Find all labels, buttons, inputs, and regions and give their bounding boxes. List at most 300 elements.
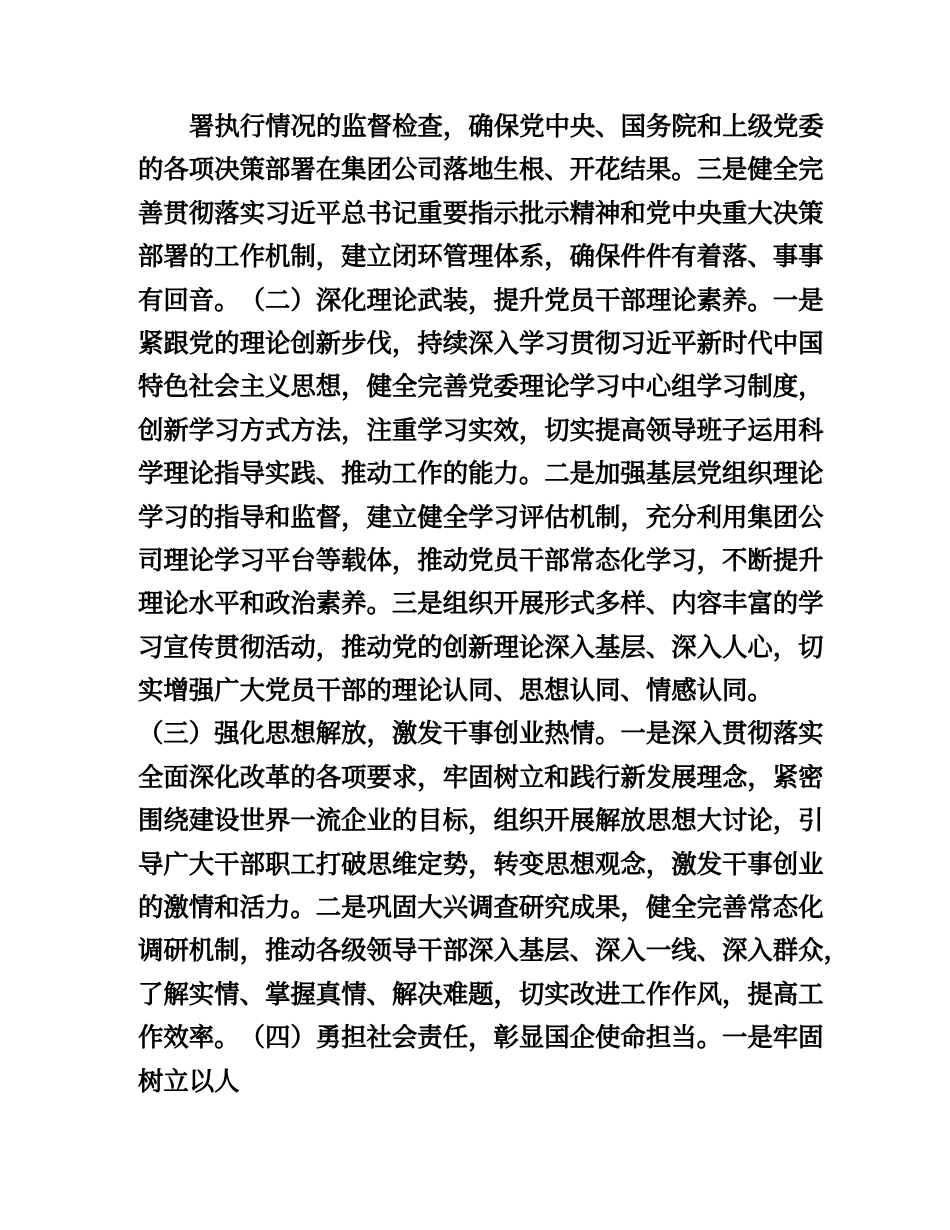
glyph: 导: [138, 850, 164, 879]
glyph: 织: [518, 807, 545, 836]
glyph: 显: [518, 1024, 545, 1053]
glyph: 学: [518, 329, 545, 358]
glyph: 党: [544, 286, 570, 315]
glyph: 水: [188, 590, 215, 619]
glyph: 多: [595, 590, 621, 619]
glyph: 科: [798, 416, 824, 445]
glyph: 装: [442, 286, 469, 315]
glyph: 平: [264, 546, 291, 575]
glyph: 治: [290, 590, 316, 619]
glyph: 四: [264, 1024, 291, 1053]
glyph: 业: [518, 720, 545, 749]
glyph: 上: [722, 113, 748, 141]
glyph: 是: [721, 156, 748, 185]
glyph: 围: [138, 807, 164, 836]
glyph: 大: [747, 199, 773, 228]
glyph: 中: [620, 373, 646, 402]
glyph: 创: [138, 416, 164, 445]
glyph: 新: [696, 329, 722, 358]
glyph: 活: [264, 633, 291, 662]
glyph: 开: [569, 156, 596, 185]
glyph: 常: [747, 894, 773, 923]
glyph: 公: [391, 156, 418, 185]
glyph: 决: [214, 156, 240, 185]
glyph: 实: [798, 720, 824, 749]
glyph: 社: [366, 1024, 392, 1053]
glyph: 深: [315, 286, 342, 315]
glyph: 大: [417, 894, 443, 923]
glyph: 中: [544, 113, 570, 141]
glyph: 发: [696, 850, 722, 879]
glyph: 宣: [163, 633, 189, 662]
document-line: [138, 106, 824, 149]
glyph: 。: [696, 1024, 722, 1053]
glyph: ，: [315, 633, 342, 662]
glyph: 党: [696, 460, 722, 489]
glyph: 委: [798, 113, 824, 141]
glyph: 习: [493, 503, 519, 532]
glyph: 维: [391, 850, 418, 879]
glyph: 开: [544, 807, 570, 836]
glyph: 改: [239, 763, 265, 792]
glyph: 推: [341, 460, 367, 489]
glyph: 国: [798, 329, 824, 358]
glyph: 结: [620, 156, 646, 185]
glyph: ，: [417, 763, 443, 792]
glyph: 健: [645, 894, 672, 923]
glyph: 和: [214, 894, 240, 923]
glyph: 司: [138, 546, 164, 575]
glyph: 策: [239, 156, 265, 185]
glyph: 新: [620, 763, 646, 792]
document-line: [138, 930, 849, 973]
glyph: 学: [696, 373, 722, 402]
glyph: 素: [696, 286, 722, 315]
glyph: 彻: [595, 329, 621, 358]
glyph: 实: [239, 199, 265, 228]
glyph: 想: [315, 373, 342, 402]
glyph: 会: [391, 1024, 418, 1053]
glyph: 绕: [163, 807, 189, 836]
glyph: 论: [747, 807, 773, 836]
glyph: 一: [772, 286, 799, 315]
glyph: 学: [569, 373, 596, 402]
glyph: 干: [442, 720, 469, 749]
glyph: 、: [239, 980, 265, 1009]
glyph: 是: [569, 460, 596, 489]
glyph: 注: [366, 416, 392, 445]
glyph: 养: [341, 590, 367, 619]
glyph: 作: [239, 243, 265, 272]
glyph: 论: [518, 633, 545, 662]
glyph: 论: [163, 590, 189, 619]
glyph: 贯: [569, 329, 596, 358]
glyph: 大: [188, 850, 215, 879]
glyph: 员: [493, 546, 519, 575]
glyph: 、: [595, 113, 621, 141]
glyph: 、: [315, 460, 342, 489]
glyph: 论: [188, 546, 215, 575]
glyph: 闭: [391, 243, 418, 272]
glyph: 一: [620, 720, 646, 749]
glyph: 集: [341, 156, 367, 185]
glyph: 导: [391, 937, 418, 966]
document-line: [138, 540, 824, 583]
glyph: 。: [518, 460, 545, 489]
glyph: 的: [188, 243, 215, 272]
glyph: 、: [569, 937, 596, 966]
glyph: 彻: [747, 720, 773, 749]
glyph: 入: [569, 633, 596, 662]
glyph: ，: [366, 720, 392, 749]
glyph: ，: [772, 807, 799, 836]
glyph: 企: [569, 1024, 596, 1053]
glyph: 。: [595, 720, 621, 749]
glyph: 、: [544, 156, 570, 185]
glyph: 是: [341, 894, 367, 923]
glyph: 标: [442, 807, 469, 836]
glyph: 内: [671, 590, 697, 619]
glyph: 新: [163, 416, 189, 445]
glyph: 解: [595, 807, 621, 836]
document-line: [138, 236, 824, 279]
glyph: 检: [392, 113, 418, 141]
glyph: 固: [468, 763, 494, 792]
glyph: ，: [645, 850, 672, 879]
glyph: 情: [214, 980, 240, 1009]
glyph: 调: [138, 937, 164, 966]
glyph: 学: [138, 460, 164, 489]
glyph: 工: [798, 980, 824, 1009]
glyph: 展: [569, 807, 596, 836]
glyph: 理: [163, 460, 189, 489]
glyph: 事: [798, 243, 824, 272]
glyph: 批: [518, 199, 545, 228]
glyph: 政: [264, 590, 291, 619]
glyph: 署: [290, 156, 316, 185]
glyph: 完: [798, 156, 824, 185]
glyph: 界: [264, 807, 291, 836]
glyph: 开: [493, 590, 519, 619]
glyph: 特: [138, 373, 164, 402]
glyph: 层: [671, 460, 697, 489]
glyph: 指: [214, 460, 240, 489]
glyph: 作: [138, 1024, 164, 1053]
glyph: 发: [417, 720, 443, 749]
glyph: 件: [620, 243, 646, 272]
glyph: 事: [772, 243, 799, 272]
glyph: 二: [544, 460, 570, 489]
glyph: 示: [544, 199, 570, 228]
glyph: 论: [264, 329, 291, 358]
glyph: 全: [442, 503, 469, 532]
glyph: 一: [290, 807, 316, 836]
glyph: 层: [544, 937, 570, 966]
glyph: 系: [518, 243, 545, 272]
glyph: 决: [772, 199, 799, 228]
glyph: 形: [544, 590, 570, 619]
glyph: 团: [366, 156, 392, 185]
glyph: 、: [747, 243, 773, 272]
glyph: 责: [417, 1024, 443, 1053]
glyph: 是: [417, 590, 443, 619]
glyph: （: [239, 286, 265, 315]
document-line: [138, 453, 824, 496]
glyph: 题: [468, 980, 494, 1009]
glyph: 确: [468, 113, 494, 141]
glyph: 况: [290, 113, 316, 141]
glyph: ，: [341, 416, 367, 445]
glyph: 是: [798, 286, 824, 315]
glyph: 班: [696, 416, 722, 445]
glyph: 作: [417, 460, 443, 489]
glyph: 着: [696, 243, 722, 272]
glyph: 情: [341, 980, 367, 1009]
glyph: 续: [442, 329, 469, 358]
glyph: 级: [747, 113, 773, 141]
glyph: ，: [239, 937, 265, 966]
glyph: 二: [315, 894, 342, 923]
glyph: 入: [493, 329, 519, 358]
glyph: 制: [214, 937, 240, 966]
glyph: 制: [595, 503, 621, 532]
glyph: 力: [264, 894, 291, 923]
glyph: 查: [417, 113, 443, 141]
glyph: 督: [315, 503, 342, 532]
glyph: 项: [341, 763, 367, 792]
glyph: 化: [239, 720, 265, 749]
glyph: 思: [264, 720, 291, 749]
glyph: 重: [721, 199, 748, 228]
glyph: 当: [671, 1024, 697, 1053]
glyph: 入: [493, 937, 519, 966]
glyph: 果: [595, 894, 621, 923]
glyph: 作: [645, 980, 672, 1009]
glyph: 保: [493, 113, 520, 141]
glyph: 理: [772, 460, 799, 489]
glyph: 的: [214, 329, 240, 358]
glyph: 全: [138, 763, 164, 792]
glyph: ，: [493, 980, 519, 1009]
glyph: 书: [366, 199, 392, 228]
glyph: 打: [315, 850, 342, 879]
document-line: [138, 149, 824, 192]
glyph: 贯: [721, 720, 748, 749]
glyph: 分: [671, 503, 697, 532]
glyph: 落: [721, 243, 748, 272]
glyph: 习: [620, 329, 646, 358]
glyph: 党: [519, 113, 545, 141]
glyph: 激: [163, 894, 189, 923]
glyph: 地: [468, 156, 494, 185]
glyph: 实: [468, 416, 494, 445]
glyph: 勇: [315, 1024, 342, 1053]
glyph: 解: [315, 720, 342, 749]
glyph: 委: [493, 373, 519, 402]
glyph: 的: [417, 633, 443, 662]
glyph: 工: [391, 460, 418, 489]
glyph: 丰: [721, 590, 748, 619]
document-line: [138, 800, 824, 843]
glyph: 实: [544, 980, 570, 1009]
glyph: 平: [214, 590, 240, 619]
glyph: 职: [264, 850, 291, 879]
glyph: 观: [595, 850, 621, 879]
glyph: 入: [620, 937, 646, 966]
glyph: 体: [493, 243, 519, 272]
glyph: 理: [696, 763, 722, 792]
glyph: 建: [341, 243, 367, 272]
document-line: [138, 757, 824, 800]
glyph: 能: [468, 460, 494, 489]
glyph: 平: [315, 199, 342, 228]
glyph: 实: [569, 416, 596, 445]
glyph: 有: [138, 286, 164, 315]
glyph: 学: [468, 503, 494, 532]
glyph: 组: [442, 590, 469, 619]
glyph: 入: [696, 720, 722, 749]
glyph: 决: [417, 980, 443, 1009]
glyph: 紧: [138, 329, 164, 358]
glyph: 学: [645, 546, 672, 575]
glyph: 践: [569, 763, 596, 792]
glyph: 化: [798, 894, 824, 923]
glyph: 署: [163, 243, 189, 272]
glyph: 和: [696, 113, 723, 141]
document-body-text: [138, 106, 849, 1104]
glyph: ，: [468, 807, 494, 836]
glyph: ，: [772, 633, 799, 662]
glyph: 激: [391, 720, 418, 749]
glyph: 设: [214, 807, 240, 836]
glyph: 理: [468, 243, 494, 272]
glyph: 中: [772, 329, 799, 358]
glyph: 习: [442, 416, 469, 445]
glyph: 指: [468, 199, 494, 228]
glyph: 工: [290, 850, 316, 879]
glyph: 求: [391, 763, 418, 792]
glyph: 。: [214, 286, 240, 315]
glyph: 理: [518, 373, 545, 402]
glyph: 件: [645, 243, 672, 272]
glyph: 革: [264, 763, 291, 792]
glyph: 理: [138, 590, 164, 619]
glyph: 情: [188, 894, 215, 923]
glyph: 样: [620, 590, 646, 619]
glyph: 企: [341, 807, 367, 836]
glyph: 理: [493, 633, 519, 662]
glyph: 步: [341, 329, 367, 358]
glyph: 领: [366, 937, 392, 966]
glyph: 和: [264, 503, 291, 532]
glyph: 记: [391, 199, 418, 228]
glyph: 的: [290, 763, 316, 792]
glyph: 基: [518, 937, 545, 966]
glyph: 花: [595, 156, 621, 185]
glyph: 党: [188, 329, 215, 358]
glyph: 深: [671, 720, 697, 749]
glyph: 实: [264, 460, 291, 489]
document-line: 实增强广大党员干部的理论认同、思想认同、情感认同。: [138, 677, 773, 706]
glyph: ，: [620, 503, 646, 532]
glyph: 善: [442, 373, 469, 402]
glyph: 健: [366, 373, 392, 402]
glyph: 督: [366, 113, 393, 141]
glyph: 工: [214, 243, 240, 272]
glyph: 根: [518, 156, 545, 185]
glyph: 难: [442, 980, 469, 1009]
glyph: 论: [671, 286, 697, 315]
glyph: 活: [239, 894, 265, 923]
glyph: 院: [671, 113, 697, 141]
glyph: 热: [544, 720, 570, 749]
glyph: 新: [468, 633, 494, 662]
glyph: 要: [442, 199, 469, 228]
glyph: 三: [696, 156, 722, 185]
glyph: 导: [671, 416, 697, 445]
glyph: 工: [620, 980, 646, 1009]
glyph: 和: [620, 199, 646, 228]
glyph: 台: [290, 546, 316, 575]
glyph: 要: [366, 763, 392, 792]
glyph: 真: [315, 980, 342, 1009]
glyph: 提: [747, 980, 773, 1009]
glyph: 团: [772, 503, 799, 532]
glyph: 国: [544, 1024, 570, 1053]
glyph: 央: [569, 113, 596, 141]
glyph: 度: [772, 373, 799, 402]
glyph: 体: [366, 546, 392, 575]
glyph: ，: [468, 1024, 494, 1053]
glyph: 公: [798, 503, 824, 532]
glyph: 事: [468, 720, 494, 749]
glyph: 入: [747, 937, 773, 966]
glyph: 善: [138, 199, 164, 228]
glyph: 的: [391, 807, 418, 836]
glyph: 思: [544, 850, 570, 879]
glyph: ，: [620, 894, 646, 923]
glyph: 回: [163, 286, 189, 315]
glyph: 握: [290, 980, 316, 1009]
glyph: 发: [645, 763, 672, 792]
glyph: 心: [747, 633, 773, 662]
document-line: [138, 844, 824, 887]
glyph: 习: [214, 416, 240, 445]
glyph: 的: [772, 590, 799, 619]
glyph: 激: [671, 850, 697, 879]
glyph: 色: [163, 373, 189, 402]
glyph: 情: [265, 113, 291, 141]
glyph: 部: [239, 850, 265, 879]
glyph: 平: [671, 329, 697, 358]
glyph: 创: [493, 720, 519, 749]
glyph: 。: [671, 156, 697, 185]
glyph: 究: [544, 894, 570, 923]
glyph: 研: [518, 894, 545, 923]
glyph: 国: [620, 113, 647, 141]
glyph: 彻: [188, 199, 215, 228]
glyph: 央: [696, 199, 722, 228]
glyph: 近: [290, 199, 316, 228]
document-line: [138, 323, 824, 366]
glyph: 思: [645, 807, 672, 836]
glyph: 持: [417, 329, 443, 358]
glyph: 担: [341, 1024, 367, 1053]
glyph: 树: [493, 763, 519, 792]
glyph: 。: [747, 286, 773, 315]
glyph: （: [239, 1024, 265, 1053]
glyph: ，: [747, 763, 773, 792]
